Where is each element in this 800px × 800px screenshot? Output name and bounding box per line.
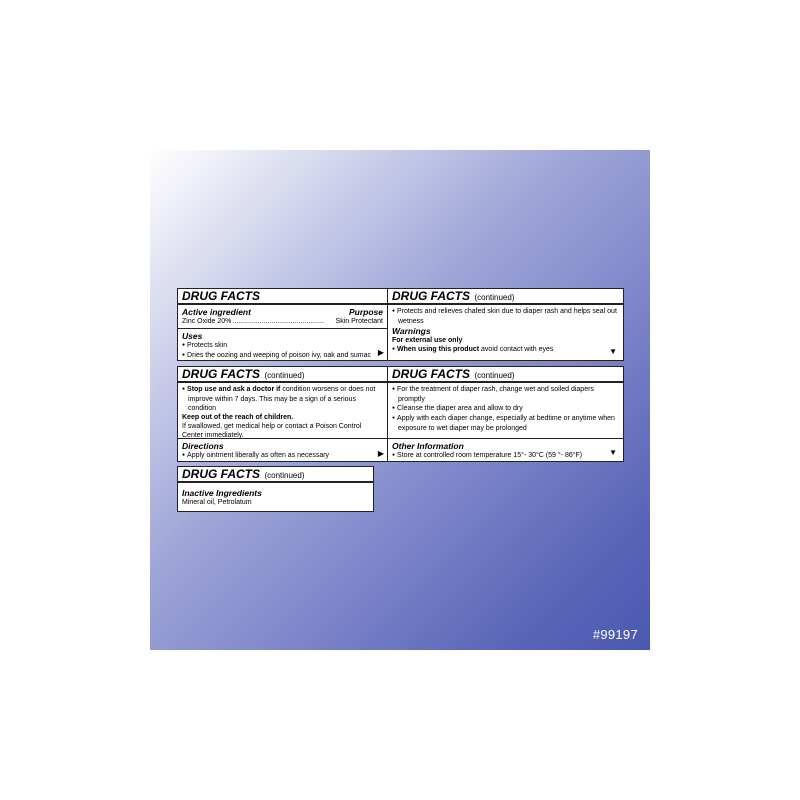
continued-label: (continued): [474, 371, 515, 380]
drug-facts-header: DRUG FACTS: [182, 467, 260, 481]
purpose-heading: Purpose: [348, 307, 383, 317]
inactive-ingredients: Mineral oil, Petrolatum: [182, 499, 252, 506]
drug-facts-header: DRUG FACTS: [182, 289, 260, 303]
product-code: #99197: [592, 627, 638, 642]
warning-item: ● When using this product avoid contact with eyes: [392, 345, 619, 355]
drug-facts-header: DRUG FACTS: [182, 367, 260, 381]
directions-heading: Directions: [182, 441, 224, 451]
continued-label: (continued): [474, 293, 515, 302]
inactive-ingredients-heading: Inactive Ingredients: [182, 488, 262, 498]
use-item: ● Protects and relieves chafed skin due to diaper rash and helps seal out wetness: [392, 307, 619, 326]
uses-heading: Uses: [182, 331, 203, 341]
dot-leader: ...............................................: [232, 318, 324, 325]
drug-facts-panel-right: [388, 289, 623, 360]
drug-facts-panel-left: [178, 289, 387, 360]
continue-right-icon: ▶: [377, 449, 384, 458]
direction-item: ● For the treatment of diaper rash, change wet and soiled diapers promptly: [392, 385, 619, 404]
keep-out-warning: Keep out of the reach of children.: [182, 414, 294, 421]
use-item: ● Protects skin: [182, 341, 383, 351]
drug-facts-header: DRUG FACTS: [392, 367, 470, 381]
external-use-warning: For external use only: [392, 337, 463, 344]
continue-down-icon: ▼: [609, 347, 617, 356]
continued-label: (continued): [264, 471, 305, 480]
drug-facts-panel-right: [388, 367, 623, 461]
storage-item: ● Store at controlled room temperature 15°- 30°C (59 °- 86°F): [392, 451, 619, 461]
ingredient-purpose: Skin Protectant: [335, 318, 383, 325]
continue-down-icon: ▼: [609, 448, 617, 457]
ingredient-name: Zinc Oxide 20%: [182, 318, 232, 325]
drug-facts-header: DRUG FACTS: [392, 289, 470, 303]
active-ingredient-heading: Active ingredient: [182, 307, 251, 317]
other-information-heading: Other Information: [392, 441, 464, 451]
stop-use-item: ● Stop use and ask a doctor if condition worsens or does not improve within 7 days. This may be a sign of a serious condition: [182, 385, 383, 413]
product-panel: [150, 150, 650, 650]
swallowed-warning: If swallowed, get medical help or contact a Poison Control Center immediately.: [182, 423, 362, 439]
drug-facts-card-3: [177, 466, 374, 512]
drug-facts-card-2: [177, 366, 624, 462]
warnings-heading: Warnings: [392, 326, 431, 336]
drug-facts-panel-left: [178, 367, 387, 461]
use-item: ● Dries the oozing and weeping of poison ivy, oak and sumac: [182, 351, 383, 361]
direction-item: ● Apply ointment liberally as often as necessary: [182, 451, 383, 461]
continue-right-icon: ▶: [377, 348, 384, 357]
continued-label: (continued): [264, 371, 305, 380]
direction-item: ● Cleanse the diaper area and allow to dry: [392, 404, 619, 414]
drug-facts-card-1: [177, 288, 624, 361]
direction-item: ● Apply with each diaper change, especially at bedtime or anytime when exposure to wet diaper may be prolonged: [392, 414, 619, 433]
